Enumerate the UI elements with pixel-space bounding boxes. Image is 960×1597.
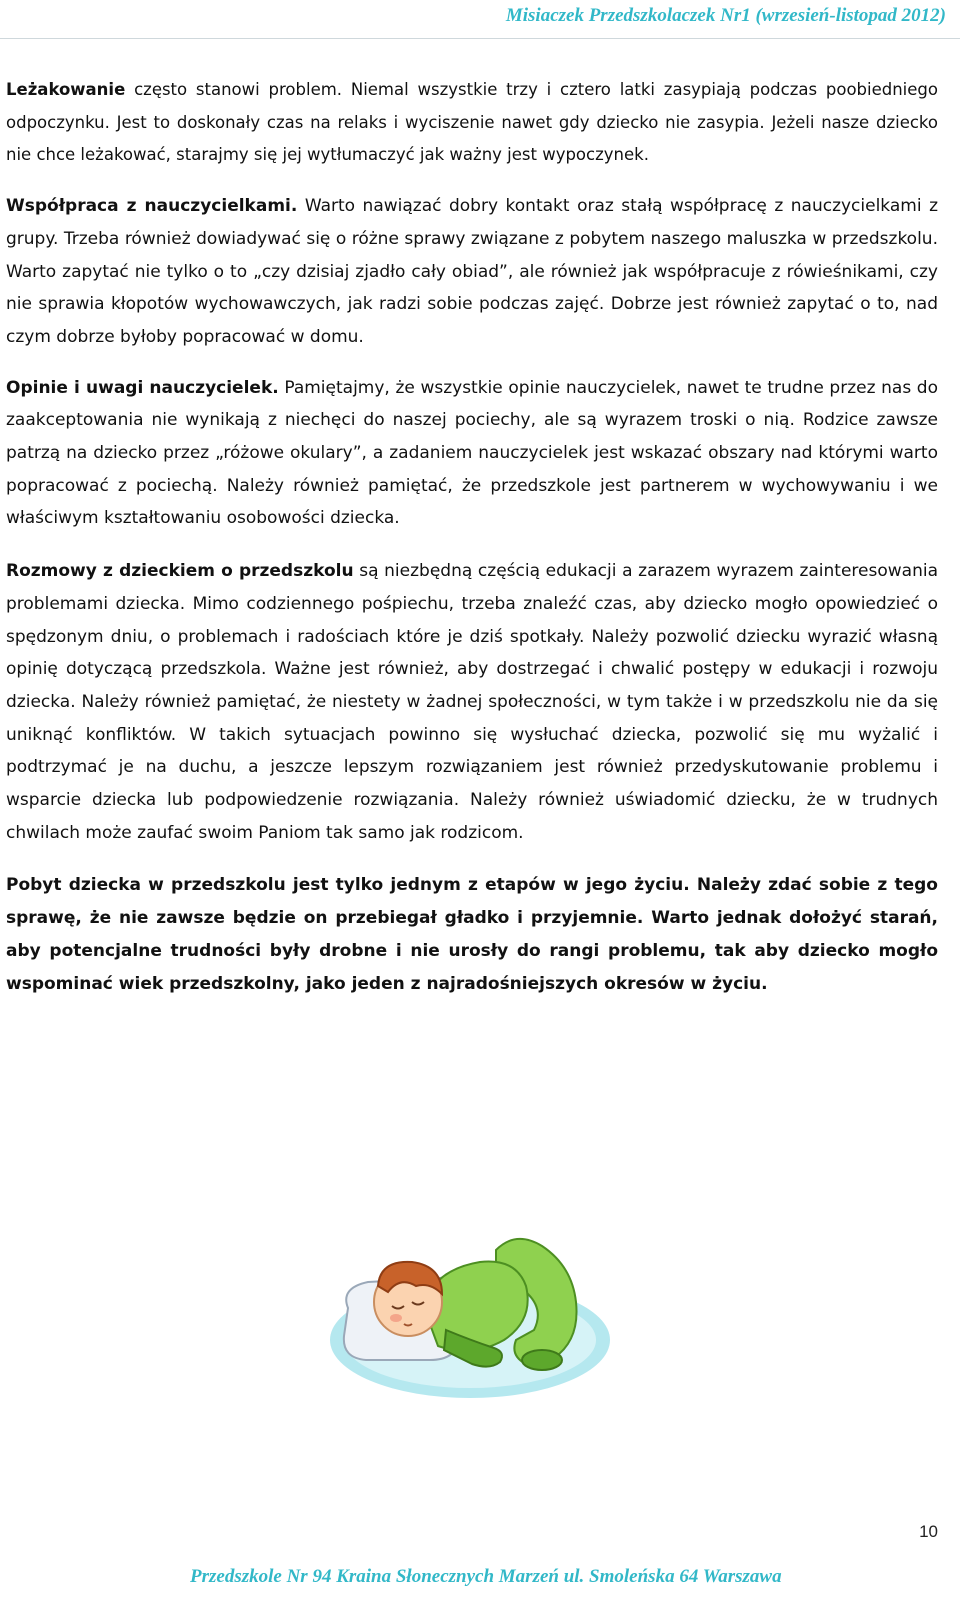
cheek [390,1314,402,1322]
paragraph-text: Warto nawiązać dobry kontakt oraz stałą współpracę z nauczycielkami z grupy. Trzeba również dowiadywać się o różne sprawy związane z pobytem naszego maluszka w przedszkolu. Warto zapytać nie tylko o to „czy dzisiaj zjadło cały obiad”, ale również jak współpracuje z rówieśnikami, czy nie sprawia kłopotów wychowawczych, jak radzi sobie podczas zajęć. Dobrze jest również zapytać o to, nad czym dobrze byłoby popracować w domu. [6,196,938,347]
paragraph-wspolpraca [6,190,938,354]
pajama-foot [522,1350,562,1370]
paragraph-pobyt [6,869,938,1000]
header-divider [0,38,960,39]
sleeping-baby-icon [320,1190,620,1420]
paragraph-lead: Współpraca z nauczycielkami. [6,196,298,217]
sleeping-baby-illustration [320,1190,620,1420]
paragraph-lead: Rozmowy z dzieckiem o przedszkolu [6,561,354,582]
paragraph-rozmowy [6,555,938,849]
paragraph-text: często stanowi problem. Niemal wszystkie trzy i cztero latki zasypiają podczas poobiedniego odpoczynku. Jest to doskonały czas na relaks i wyciszenie nawet gdy dziecko nie zasypia. Jeżeli nasze dziecko nie chce leżakować, starajmy się jej wytłumaczyć jak ważny jest wypoczynek. [6,80,938,165]
paragraph-lezakowanie [6,74,938,172]
paragraph-lead: Leżakowanie [6,80,126,99]
page-number: 10 [919,1522,938,1541]
article-body [6,74,938,1000]
paragraph-text: Pobyt dziecka w przedszkolu jest tylko jednym z etapów w jego życiu. Należy zdać sobie z tego sprawę, że nie zawsze będzie on przebiegał gładko i przyjemnie. Warto jednak dołożyć starań, aby potencjalne trudności były drobne i nie urosły do rangi problemu, tak aby dziecko mogło wspominać wiek przedszkolny, jako jeden z najradośniejszych okresów w życiu. [6,875,938,994]
page-footer: Przedszkole Nr 94 Kraina Słonecznych Marzeń ul. Smoleńska 64 Warszawa [190,1566,782,1587]
page-header: Misiaczek Przedszkolaczek Nr1 (wrzesień-listopad 2012) [505,5,946,26]
paragraph-opinie [6,372,938,536]
paragraph-text: są niezbędną częścią edukacji a zarazem wyrazem zainteresowania problemami dziecka. Mimo codziennego pośpiechu, trzeba znaleźć czas, aby dziecko mogło opowiedzieć o spędzonym dniu, o problemach i radościach które je dziś spotkały. Należy pozwolić dziecku wyrazić własną opinię dotyczącą przedszkola. Ważne jest również, aby dostrzegać i chwalić postępy w edukacji i rozwoju dziecka. Należy również pamiętać, że niestety w żadnej społeczności, w tym także i w przedszkolu nie da się uniknąć konfliktów. W takich sytuacjach powinno się wysłuchać dziecka, pozwolić się mu wyżalić i podtrzymać je na duchu, a jeszcze lepszym rozwiązaniem jest również przedyskutowanie problemu i wsparcie dziecka lub podpowiedzenie rozwiązania. Należy również uświadomić dziecku, że w trudnych chwilach może zaufać swoim Paniom tak samo jak rodzicom. [6,561,938,843]
paragraph-text: Pamiętajmy, że wszystkie opinie nauczycielek, nawet te trudne przez nas do zaakceptowania nie wynikają z niechęci do naszej pociechy, ale są wyrazem troski o nią. Rodzice zawsze patrzą na dziecko przez „różowe okulary”, a zadaniem nauczycielek jest wskazać obszary nad którymi warto popracować z pociechą. Należy również pamiętać, że przedszkole jest partnerem w wychowywaniu i we właściwym kształtowaniu osobowości dziecka. [6,377,938,529]
paragraph-lead: Opinie i uwagi nauczycielek. [6,377,279,398]
